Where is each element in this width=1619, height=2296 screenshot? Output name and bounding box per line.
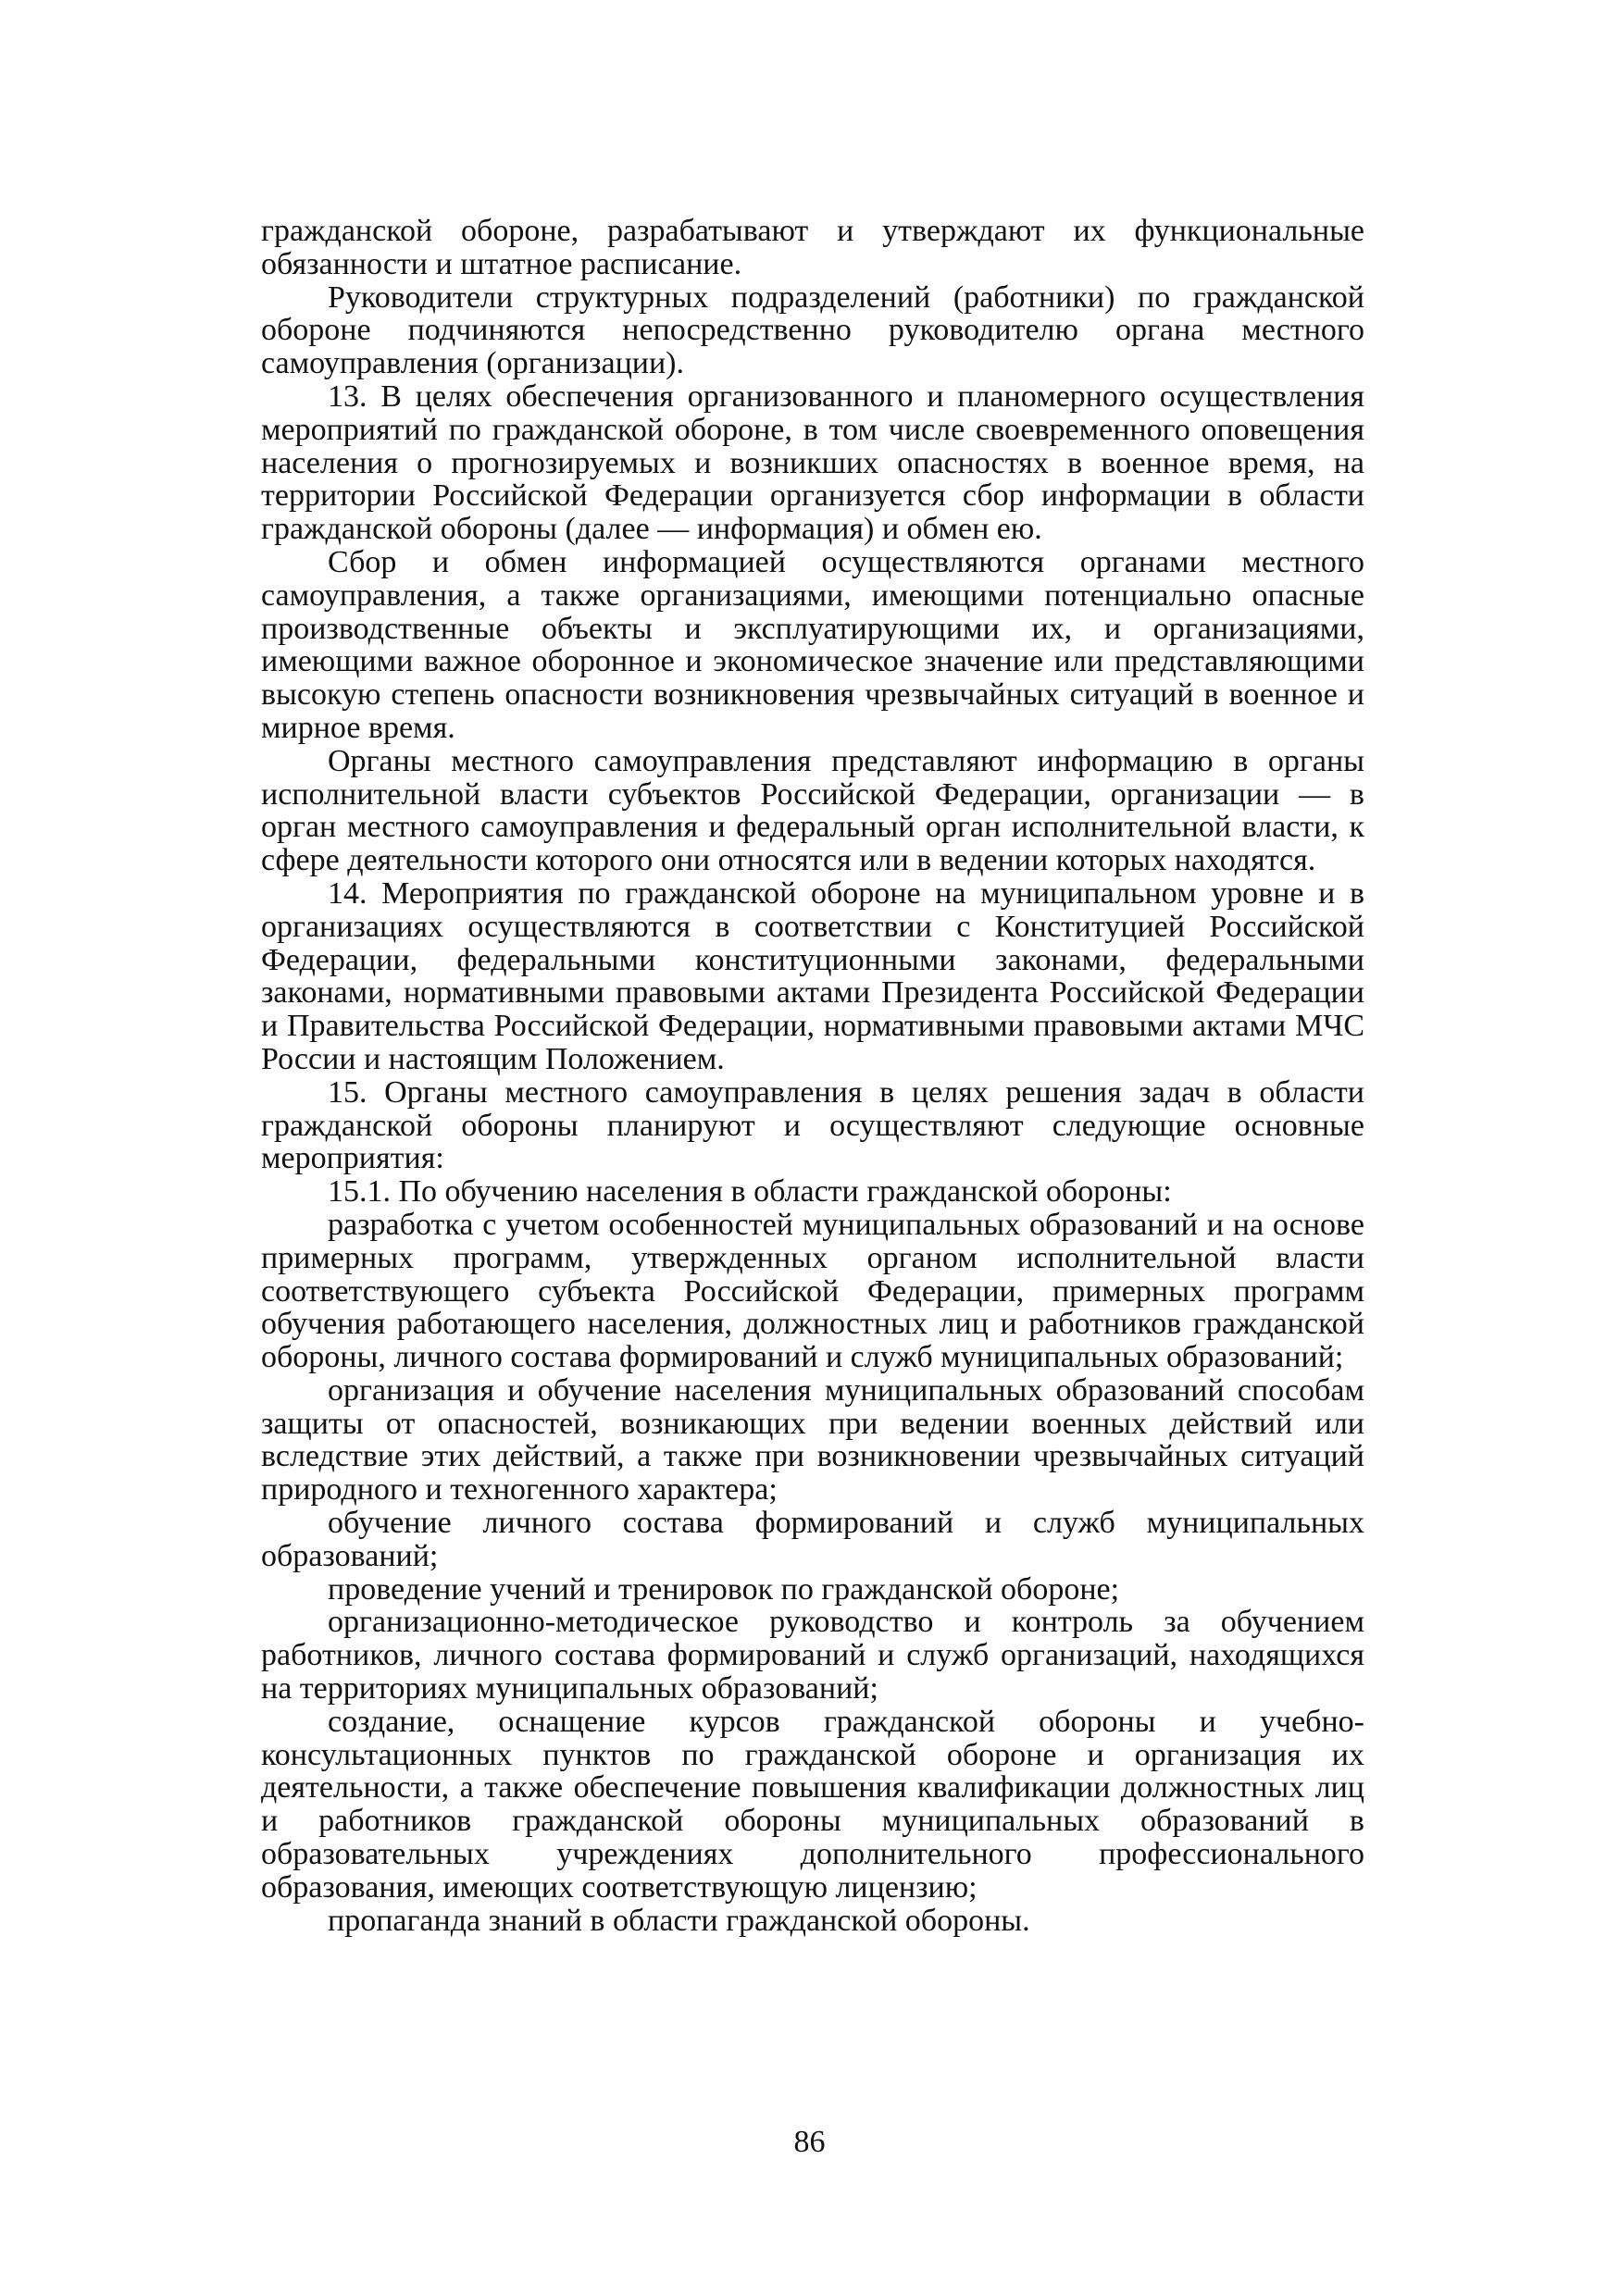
paragraph-heads-subordination: Руководители структурных подразделений (работники) по гражданской обороне подчиняются непосредственно руководителю органа местного самоуправления (организации). [261,279,1364,381]
list-item-methodical-guidance: организационно-методическое руководство и контроль за обучением работников, личного состава формирований и служб организаций, находящихся на территориях муниципальных образований; [261,1605,1364,1706]
list-item-propaganda: пропаганда знаний в области гражданской обороны. [328,1903,1030,1938]
list-item-program-development: разработка с учетом особенностей муниципальных образований и на основе примерных программ, утвержденных органом исполнительной власти соответствующего субъекта Российской Федерации, примерных программ обучения работающего населения, должностных лиц и работников гражданской обороны, личного состава формирований и служб муниципальных образований; [261,1207,1364,1375]
paragraph-13: 13. В целях обеспечения организованного и планомерного осуществления мероприятий по гражданской обороне, в том числе своевременного оповещения населения о прогнозируемых и возникших опасностях в военное время, на территории Российской Федерации организуется сбор информации в области гражданской обороны (далее — информация) и обмен ею. [261,379,1364,547]
list-item-exercises: проведение учений и тренировок по гражданской обороне; [328,1571,1120,1607]
paragraph-continuation: гражданской обороне, разрабатывают и утверждают их функциональные обязанности и штатное расписание. [261,214,1364,281]
paragraph-15: 15. Органы местного самоуправления в целях решения задач в области гражданской обороны планируют и осуществляют следующие основные мероприятия: [261,1074,1364,1176]
list-item-population-training: организация и обучение населения муниципальных образований способам защиты от опасностей, возникающих при ведении военных действий или вследствие этих действий, а также при возникновении чрезвычайных ситуаций природного и техногенного характера; [261,1372,1364,1508]
paragraph-15-1: 15.1. По обучению населения в области гражданской обороны: [328,1174,1172,1210]
page-number: 86 [793,2125,826,2159]
list-item-courses: создание, оснащение курсов гражданской обороны и учебно-консультационных пунктов по гражданской обороне и организация их деятельности, а также обеспечение повышения квалификации должностных лиц и работников гражданской обороны муниципальных образований в образовательных учреждениях дополнительного профессионального образования, имеющих соответствующую лицензию; [261,1704,1364,1905]
body-text [261,215,1364,1937]
paragraph-14: 14. Мероприятия по гражданской обороне на муниципальном уровне и в организациях осуществляются в соответствии с Конституцией Российской Федерации, федеральными конституционными законами, федеральными законами, нормативными правовыми актами Президента Российской Федерации и Правительства Российской Федерации, нормативными правовыми актами МЧС России и настоящим Положением. [261,875,1364,1076]
paragraph-info-collection: Сбор и обмен информацией осуществляются органами местного самоуправления, а также организациями, имеющими потенциально опасные производственные объекты и эксплуатирующими их, и организациями, имеющими важное оборонное и экономическое значение или представляющими высокую степень опасности возникновения чрезвычайных ситуаций в военное и мирное время. [261,544,1364,745]
list-item-personnel-training: обучение личного состава формирований и служб муниципальных образований; [261,1506,1364,1573]
paragraph-info-submission: Органы местного самоуправления представляют информацию в органы исполнительной власти субъектов Российской Федерации, организации — в орган местного самоуправления и федеральный орган исполнительной власти, к сфере деятельности которого они относятся или в ведении которых находятся. [261,743,1364,878]
